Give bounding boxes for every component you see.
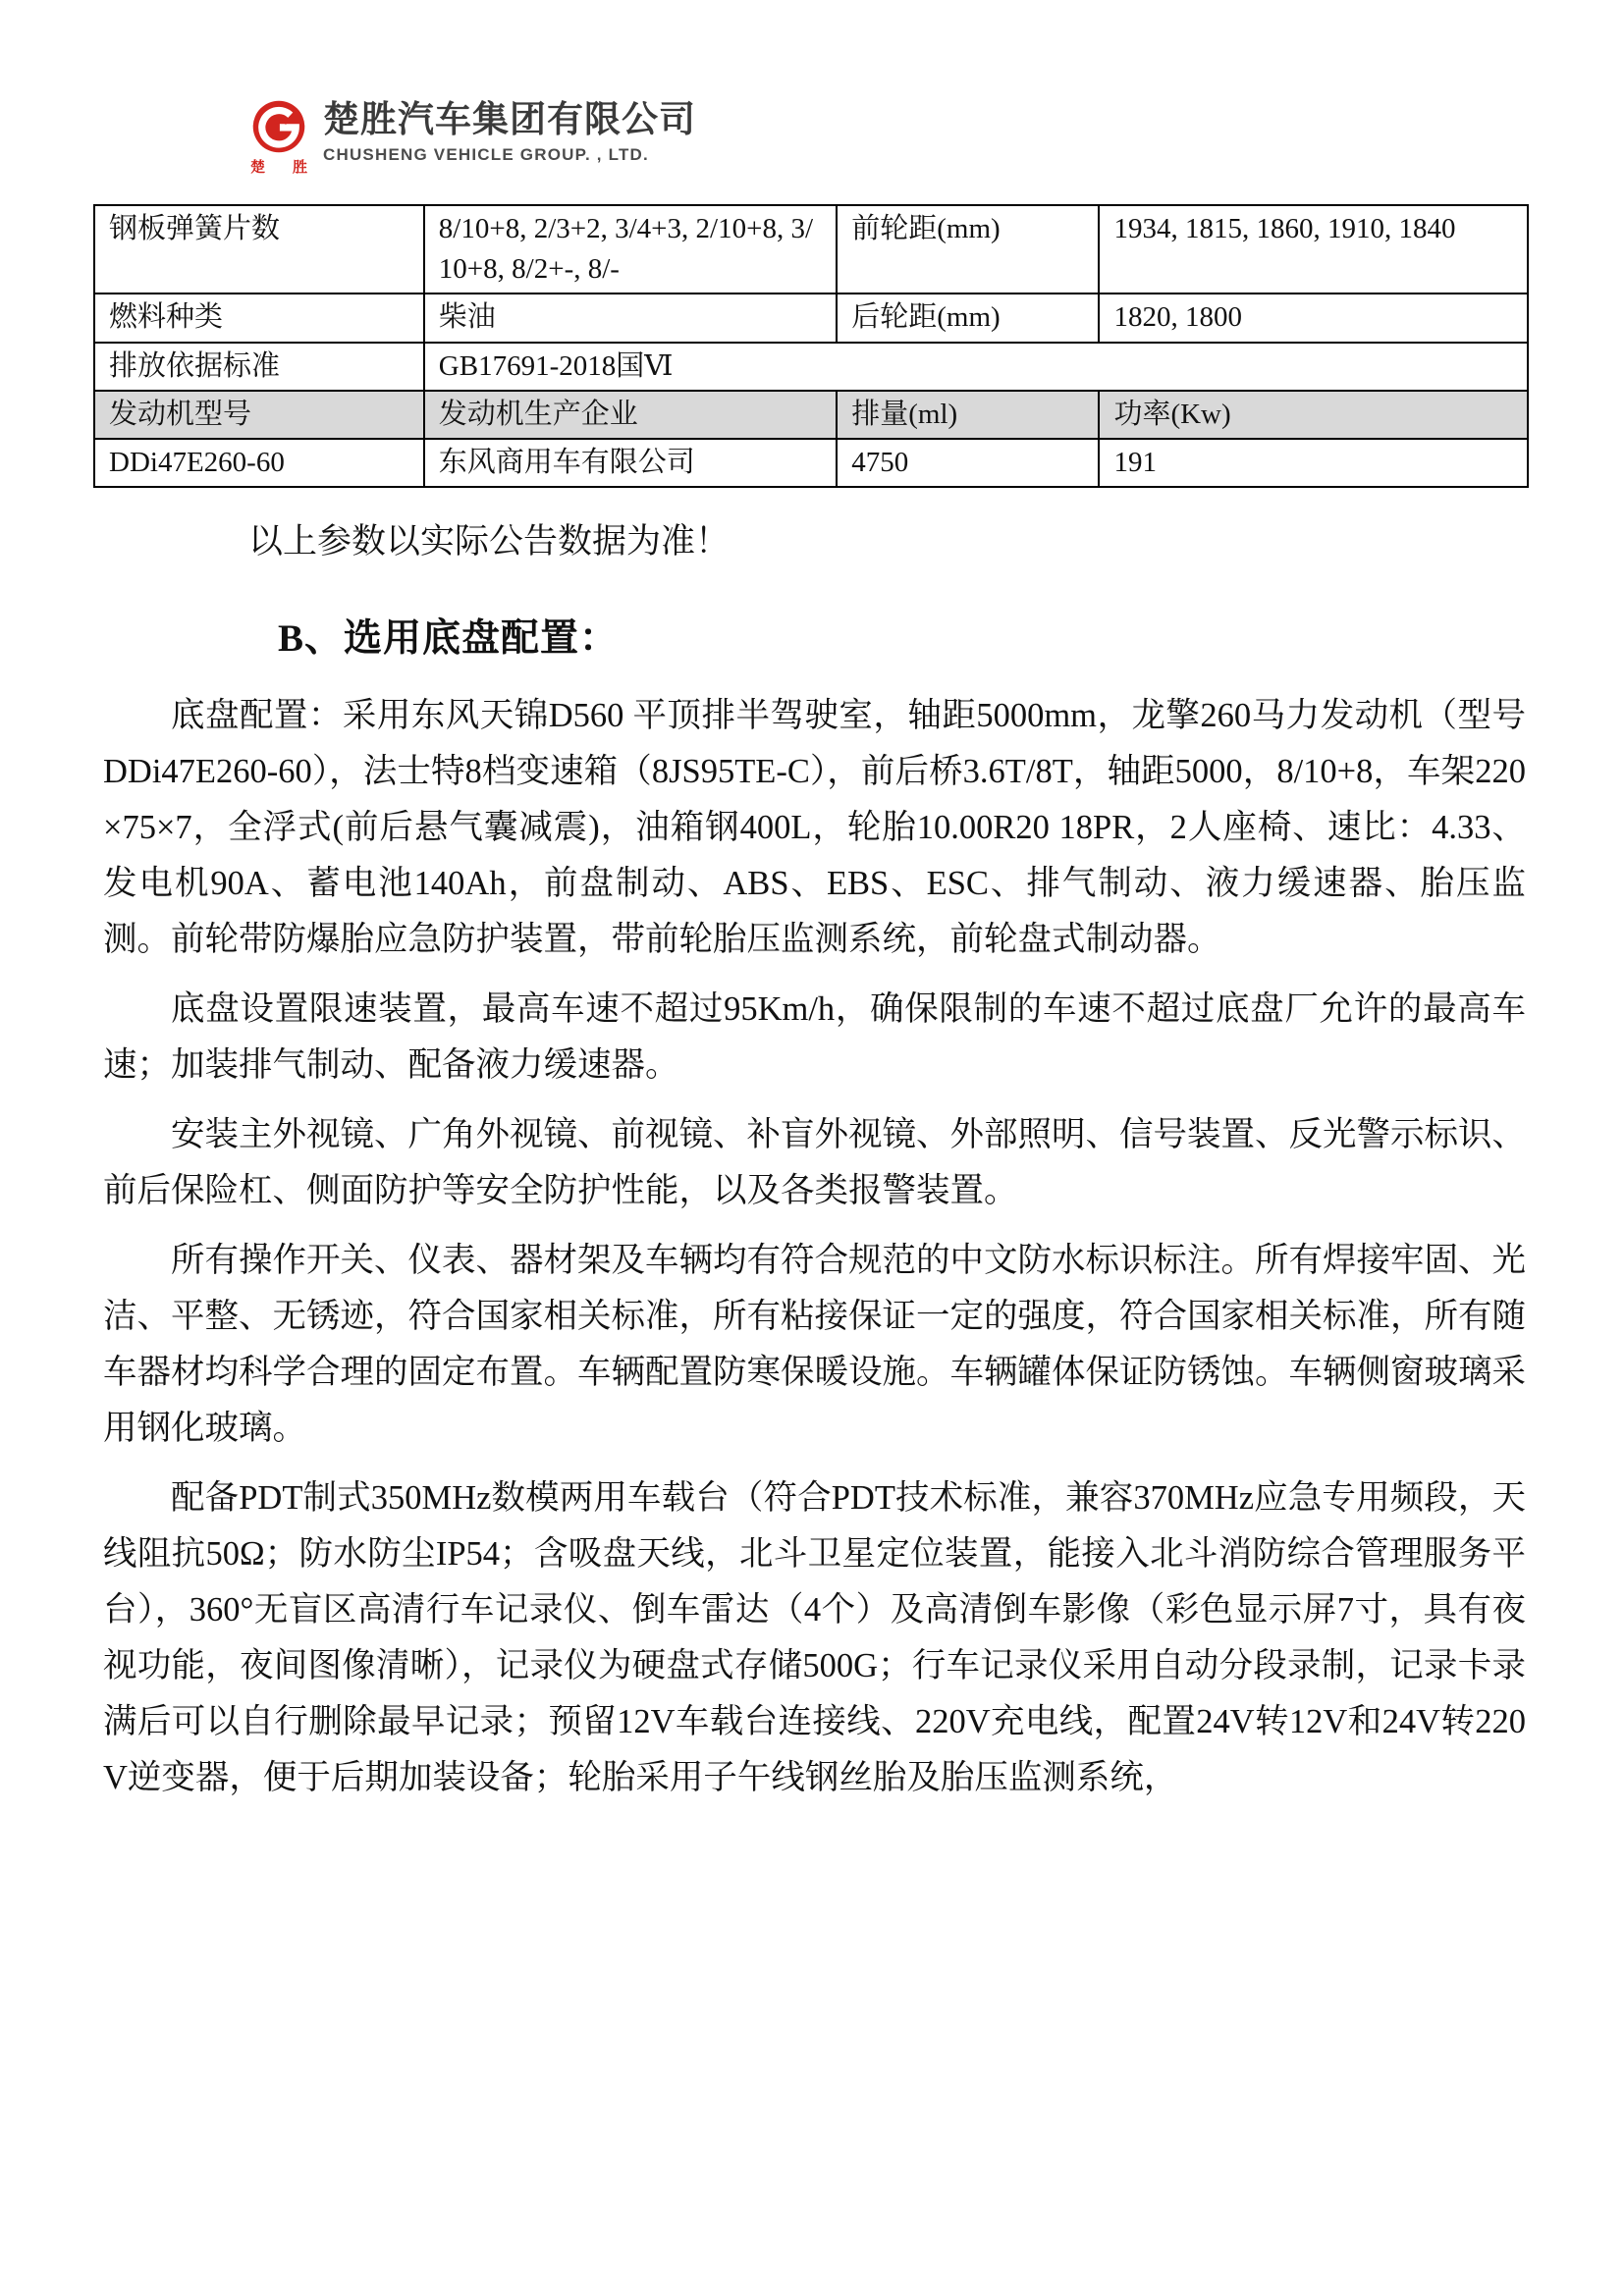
table-row-fuel-type bbox=[94, 294, 1528, 342]
logo-emblem-characters bbox=[250, 156, 307, 177]
spec-table bbox=[93, 204, 1529, 488]
table-row-emission-standard bbox=[94, 343, 1528, 391]
table-cell-header: 排量(ml) bbox=[837, 391, 1099, 439]
table-note: 以上参数以实际公告数据为准！ bbox=[248, 522, 731, 561]
paragraph-speed-limit: 底盘设置限速装置，最高车速不超过95Km/h，确保限制的车速不超过底盘厂允许的最高车速；加装排气制动、配备液力缓速器。 bbox=[103, 990, 1526, 1085]
paragraph-pdt-radio-equipment: 配备PDT制式350MHz数模两用车载台（符合PDT技术标准，兼容370MHz应急专用频段，天线阻抗50Ω；防水防尘IP54；含吸盘天线，北斗卫星定位装置，能接入北斗消防综合管理服务平台），360°无盲区高清行车记录仪、倒车雷达（4个）及高清倒车影像（彩色显示屏7寸，具有夜视功能，夜间图像清晰），记录仪为硬盘式存储500G；行车记录仪采用自动分段录制，记录卡录满后可以自行删除最早记录；预留12V车载台连接线、220V充电线，配置24V转12V和24V转220V逆变器，便于后期加装设备；轮胎采用子午线钢丝胎及胎压监测系统， bbox=[103, 1479, 1526, 1797]
section-heading: B、选用底盘配置： bbox=[278, 617, 620, 661]
table-cell-value: DDi47E260-60 bbox=[94, 439, 424, 487]
paragraph-labels-welding: 所有操作开关、仪表、器材架及车辆均有符合规范的中文防水标识标注。所有焊接牢固、光洁、平整、无锈迹，符合国家相关标准，所有粘接保证一定的强度，符合国家相关标准，所有随车器材均科学合理的固定布置。车辆配置防寒保暖设施。车辆罐体保证防锈蚀。车辆侧窗玻璃采用钢化玻璃。 bbox=[103, 1242, 1526, 1448]
table-cell-value: 1820, 1800 bbox=[1099, 294, 1528, 342]
table-cell-value: 191 bbox=[1099, 439, 1528, 487]
table-cell-header: 功率(Kw) bbox=[1099, 391, 1528, 439]
table-row-engine-header bbox=[94, 391, 1528, 439]
table-cell-label: 后轮距(mm) bbox=[837, 294, 1099, 342]
emblem-char-left: 楚 bbox=[250, 160, 266, 176]
table-cell-label: 前轮距(mm) bbox=[837, 205, 1099, 294]
table-row-leaf-springs bbox=[94, 205, 1528, 294]
logo-g-icon bbox=[250, 98, 307, 155]
table-cell-label: 钢板弹簧片数 bbox=[94, 205, 424, 294]
table-cell-value: 8/10+8, 2/3+2, 3/4+3, 2/10+8, 3/10+8, 8/2+-, 8/- bbox=[424, 205, 837, 294]
body-text bbox=[103, 688, 1526, 1806]
table-cell-header: 发动机生产企业 bbox=[424, 391, 837, 439]
logo-text-block bbox=[323, 94, 696, 165]
table-cell-label: 排放依据标准 bbox=[94, 343, 424, 391]
table-cell-value: 4750 bbox=[837, 439, 1099, 487]
paragraph-chassis-config: 底盘配置：采用东风天锦D560 平顶排半驾驶室，轴距5000mm，龙擎260马力发动机（型号DDi47E260-60），法士特8档变速箱（8JS95TE-C），前后桥3.6T/8T，轴距5000，8/10+8，车架220×75×7，全浮式(前后悬气囊减震)，油箱钢400L，轮胎10.00R20 18PR，2人座椅、速比：4.33、发电机90A、蓄电池140Ah，前盘制动、ABS、EBS、ESC、排气制动、液力缓速器、胎压监测。前轮带防爆胎应急防护装置，带前轮胎压监测系统，前轮盘式制动器。 bbox=[103, 697, 1526, 959]
table-cell-value: 柴油 bbox=[424, 294, 837, 342]
emblem-char-right: 胜 bbox=[292, 160, 307, 176]
table-row-engine-data bbox=[94, 439, 1528, 487]
table-cell-value: 东风商用车有限公司 bbox=[424, 439, 837, 487]
table-cell-header: 发动机型号 bbox=[94, 391, 424, 439]
company-name-cn: 楚胜汽车集团有限公司 bbox=[323, 99, 696, 139]
table-cell-value: GB17691-2018国Ⅵ bbox=[424, 343, 1528, 391]
table-cell-value: 1934, 1815, 1860, 1910, 1840 bbox=[1099, 205, 1528, 294]
logo-emblem bbox=[248, 98, 309, 177]
table-cell-label: 燃料种类 bbox=[94, 294, 424, 342]
paragraph-mirrors-safety: 安装主外视镜、广角外视镜、前视镜、补盲外视镜、外部照明、信号装置、反光警示标识、前后保险杠、侧面防护等安全防护性能，以及各类报警装置。 bbox=[103, 1116, 1526, 1210]
company-name-en: CHUSHENG VEHICLE GROUP. , LTD. bbox=[323, 144, 649, 164]
company-logo bbox=[248, 94, 1624, 196]
